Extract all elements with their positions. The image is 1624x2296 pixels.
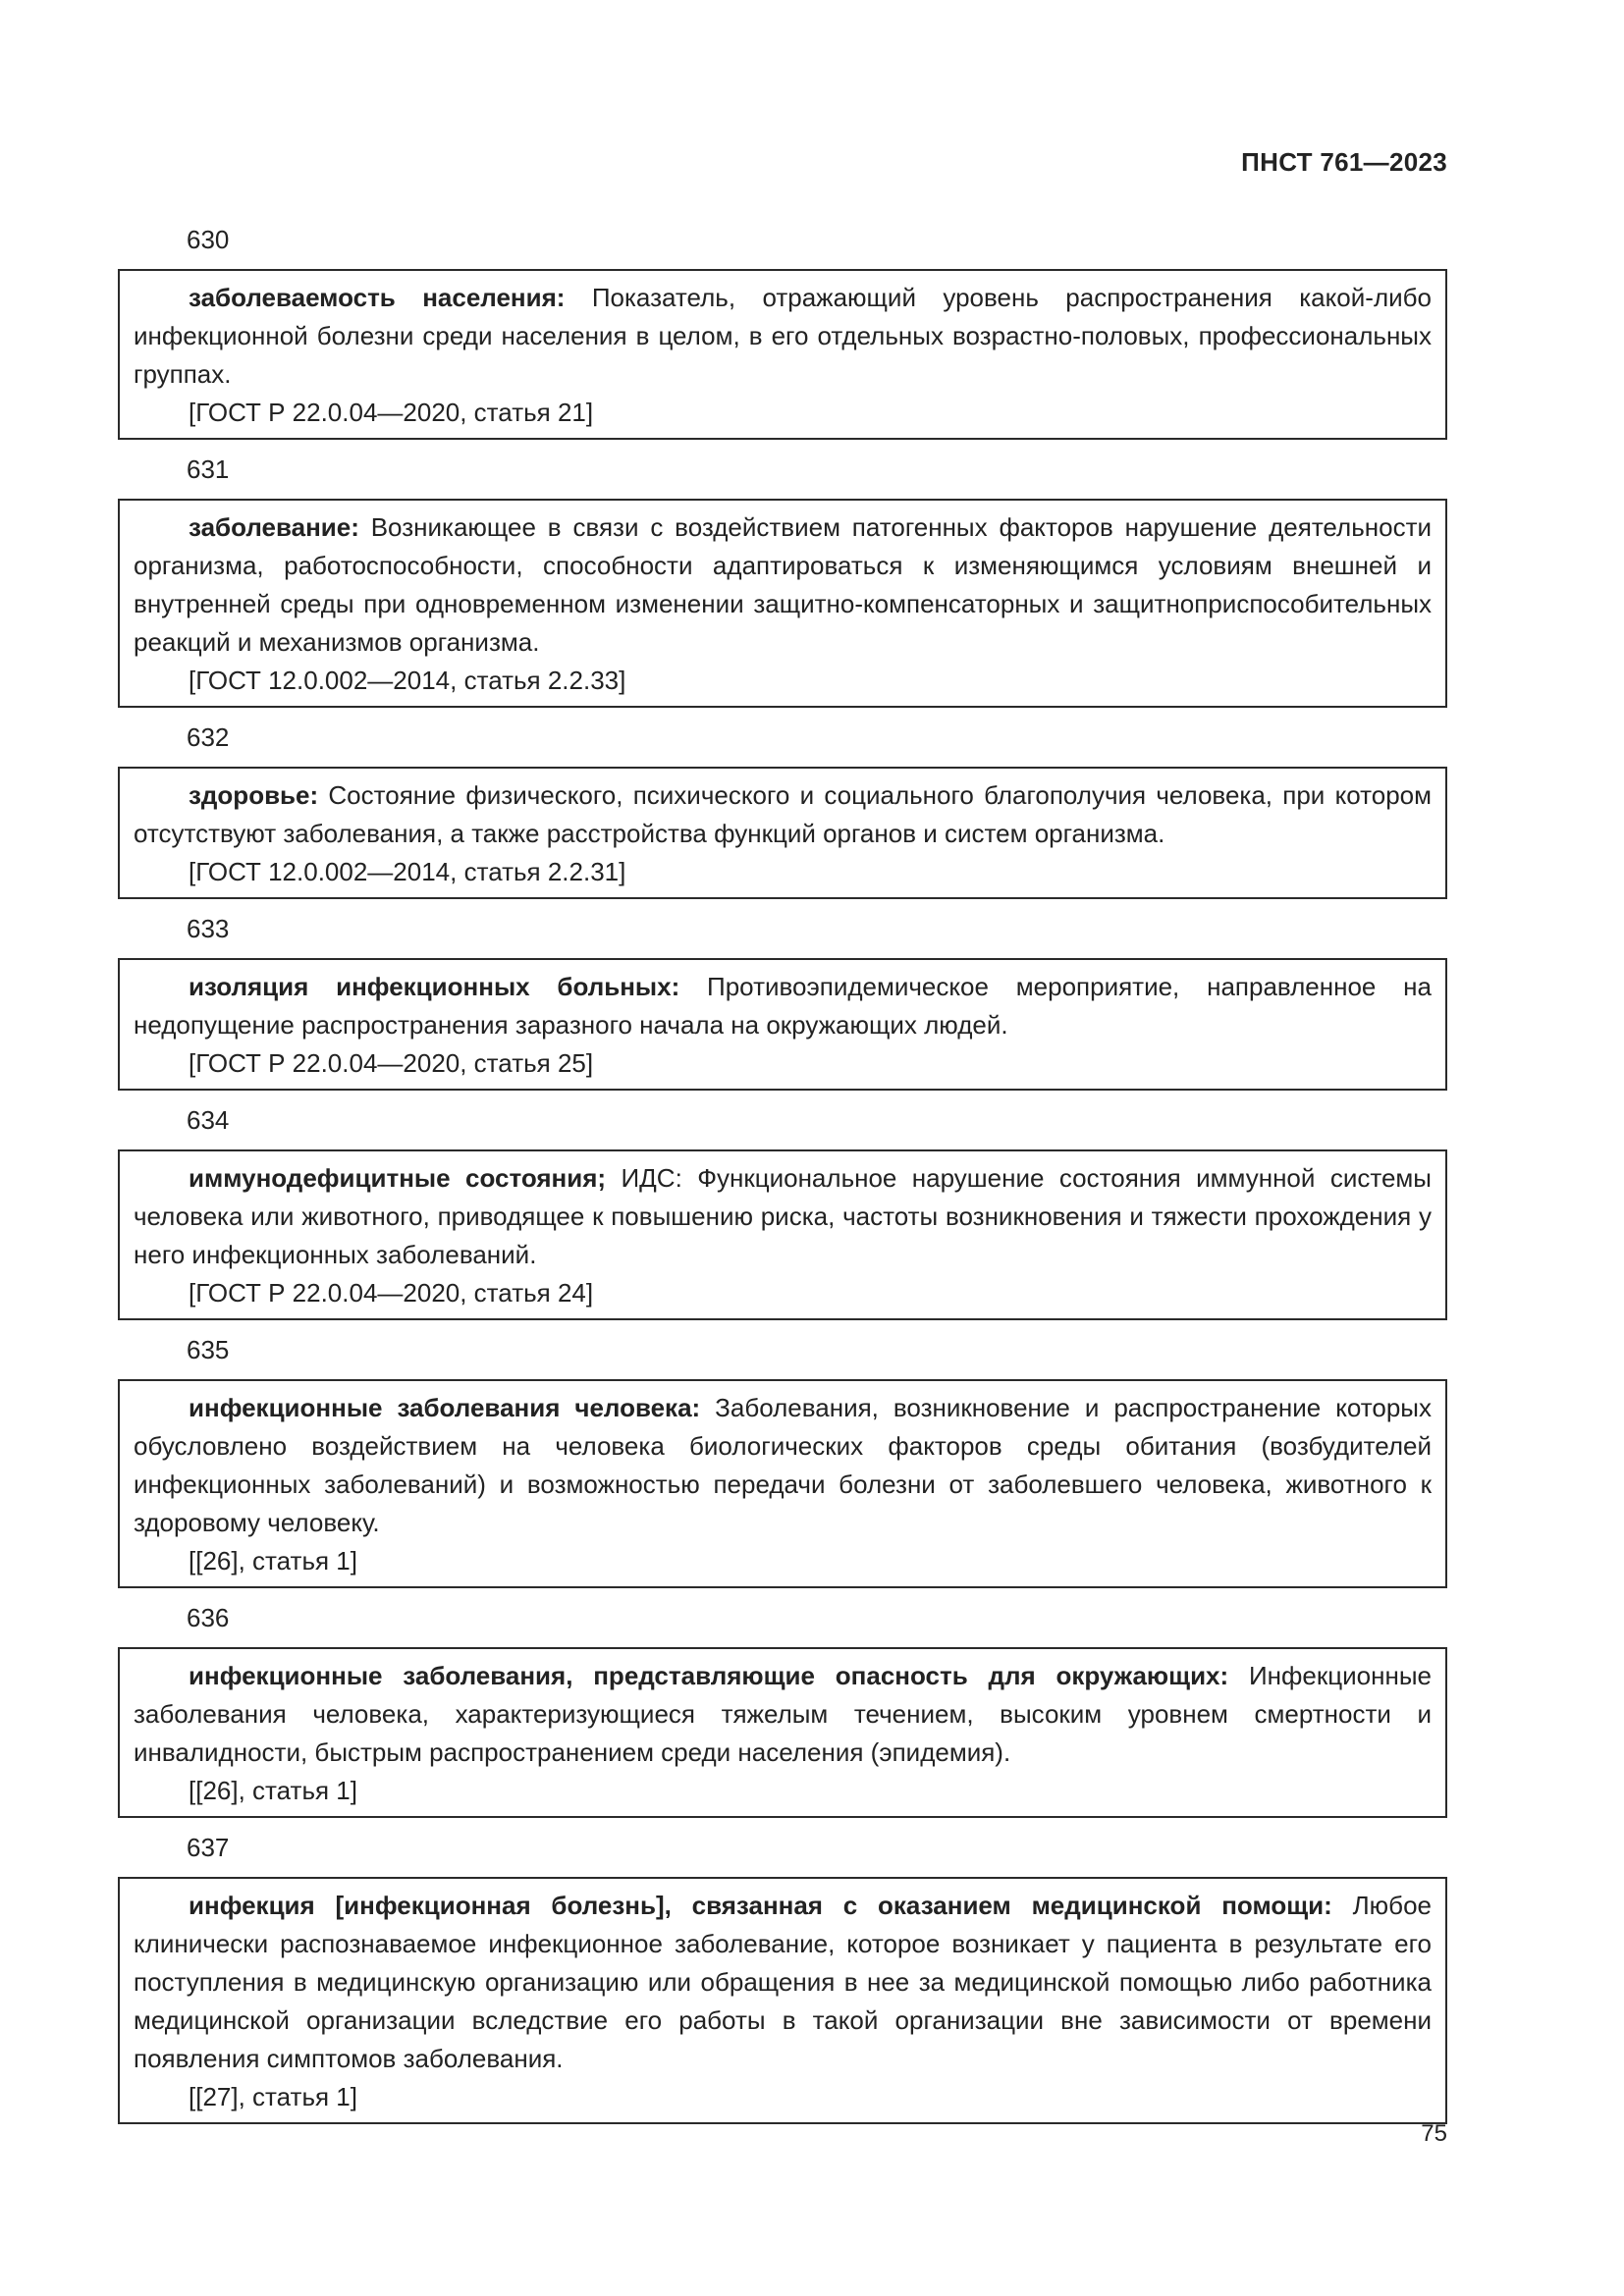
term-name: изоляция инфекционных больных: bbox=[189, 972, 680, 1001]
term-source: [ГОСТ Р 22.0.04—2020, статья 21] bbox=[189, 398, 594, 427]
term-entry bbox=[118, 499, 1447, 708]
term-name: инфекция [инфекционная болезнь], связанная с оказанием медицинской помощи: bbox=[189, 1891, 1332, 1920]
page-number: 75 bbox=[1421, 2120, 1447, 2147]
term-source: [ГОСТ 12.0.002—2014, статья 2.2.33] bbox=[189, 666, 626, 695]
terms-list bbox=[118, 224, 1447, 2138]
term-source: [ГОСТ Р 22.0.04—2020, статья 25] bbox=[189, 1048, 594, 1078]
term-source: [ГОСТ Р 22.0.04—2020, статья 24] bbox=[189, 1278, 594, 1308]
definition bbox=[134, 1159, 1432, 1274]
term-source: [ГОСТ 12.0.002—2014, статья 2.2.31] bbox=[189, 857, 626, 886]
entry-number: 635 bbox=[187, 1335, 230, 1364]
term-entry bbox=[118, 958, 1447, 1091]
term-name: заболеваемость населения: bbox=[189, 283, 566, 312]
term-name: заболевание: bbox=[189, 512, 359, 542]
term-source: [[26], статья 1] bbox=[189, 1776, 357, 1805]
term-name: иммунодефицитные состояния; bbox=[189, 1163, 607, 1193]
term-entry bbox=[118, 1877, 1447, 2124]
term-text: Противоэпидемическое мероприятие, направленное на недопущение распространения заразного начала на окружающих людей. bbox=[134, 972, 1433, 1040]
term-text: Показатель, отражающий уровень распространения какой-либо инфекционной болезни среди населения в целом, в его отдельных возрастно-половых, профессиональных группах. bbox=[134, 283, 1432, 389]
term-entry bbox=[118, 1379, 1447, 1588]
term-text: Любое клинически распознаваемое инфекционное заболевание, которое возникает у пациента в результате его поступления в медицинскую организацию или обращения в нее за медицинской помощью либо работника медицинской организации вследствие его работы в такой организации вне зависимости от времени появления симптомов заболевания. bbox=[134, 1891, 1432, 2073]
entry-number: 633 bbox=[187, 914, 230, 943]
term-text: ИДС: Функциональное нарушение состояния иммунной системы человека или животного, приводящее к повышению риска, частоты возникновения и тяжести прохождения у него инфекционных заболеваний. bbox=[134, 1163, 1432, 1269]
term-entry bbox=[118, 1149, 1447, 1320]
definition bbox=[134, 279, 1432, 394]
entry-number: 636 bbox=[187, 1603, 230, 1632]
term-text: Состояние физического, психического и социального благополучия человека, при котором отсутствуют заболевания, а также расстройства функций органов и систем организма. bbox=[134, 780, 1432, 848]
definition bbox=[134, 508, 1432, 662]
entry-number: 630 bbox=[187, 225, 230, 254]
definition bbox=[134, 1389, 1432, 1542]
entry-number: 632 bbox=[187, 722, 230, 752]
definition bbox=[134, 968, 1432, 1044]
term-text: Инфекционные заболевания человека, характеризующиеся тяжелым течением, высоким уровнем смертности и инвалидности, быстрым распространением среди населения (эпидемия). bbox=[134, 1661, 1432, 1767]
term-source: [[27], статья 1] bbox=[189, 2082, 357, 2111]
definition bbox=[134, 776, 1432, 853]
definition bbox=[134, 1657, 1432, 1772]
document-code: ПНСТ 761—2023 bbox=[1241, 147, 1447, 177]
term-name: инфекционные заболевания человека: bbox=[189, 1393, 701, 1422]
term-name: инфекционные заболевания, представляющие опасность для окружающих: bbox=[189, 1661, 1229, 1690]
entry-number: 631 bbox=[187, 454, 230, 484]
term-name: здоровье: bbox=[189, 780, 319, 810]
term-text: Возникающее в связи с воздействием патогенных факторов нарушение деятельности организма, работоспособности, способности адаптироваться к изменяющимся условиям внешней и внутренней среды при одновременном изменении защитно-компенсаторных и защитноприспособительных реакций и механизмов организма. bbox=[134, 512, 1432, 657]
entry-number: 637 bbox=[187, 1833, 230, 1862]
term-entry bbox=[118, 269, 1447, 440]
term-entry bbox=[118, 1647, 1447, 1818]
term-entry bbox=[118, 767, 1447, 899]
term-text: Заболевания, возникновение и распространение которых обусловлено воздействием на человека биологических факторов среды обитания (возбудителей инфекционных заболеваний) и возможностью передачи болезни от заболевшего человека, животного к здоровому человеку. bbox=[134, 1393, 1432, 1537]
term-source: [[26], статья 1] bbox=[189, 1546, 357, 1575]
definition bbox=[134, 1887, 1432, 2078]
entry-number: 634 bbox=[187, 1105, 230, 1135]
